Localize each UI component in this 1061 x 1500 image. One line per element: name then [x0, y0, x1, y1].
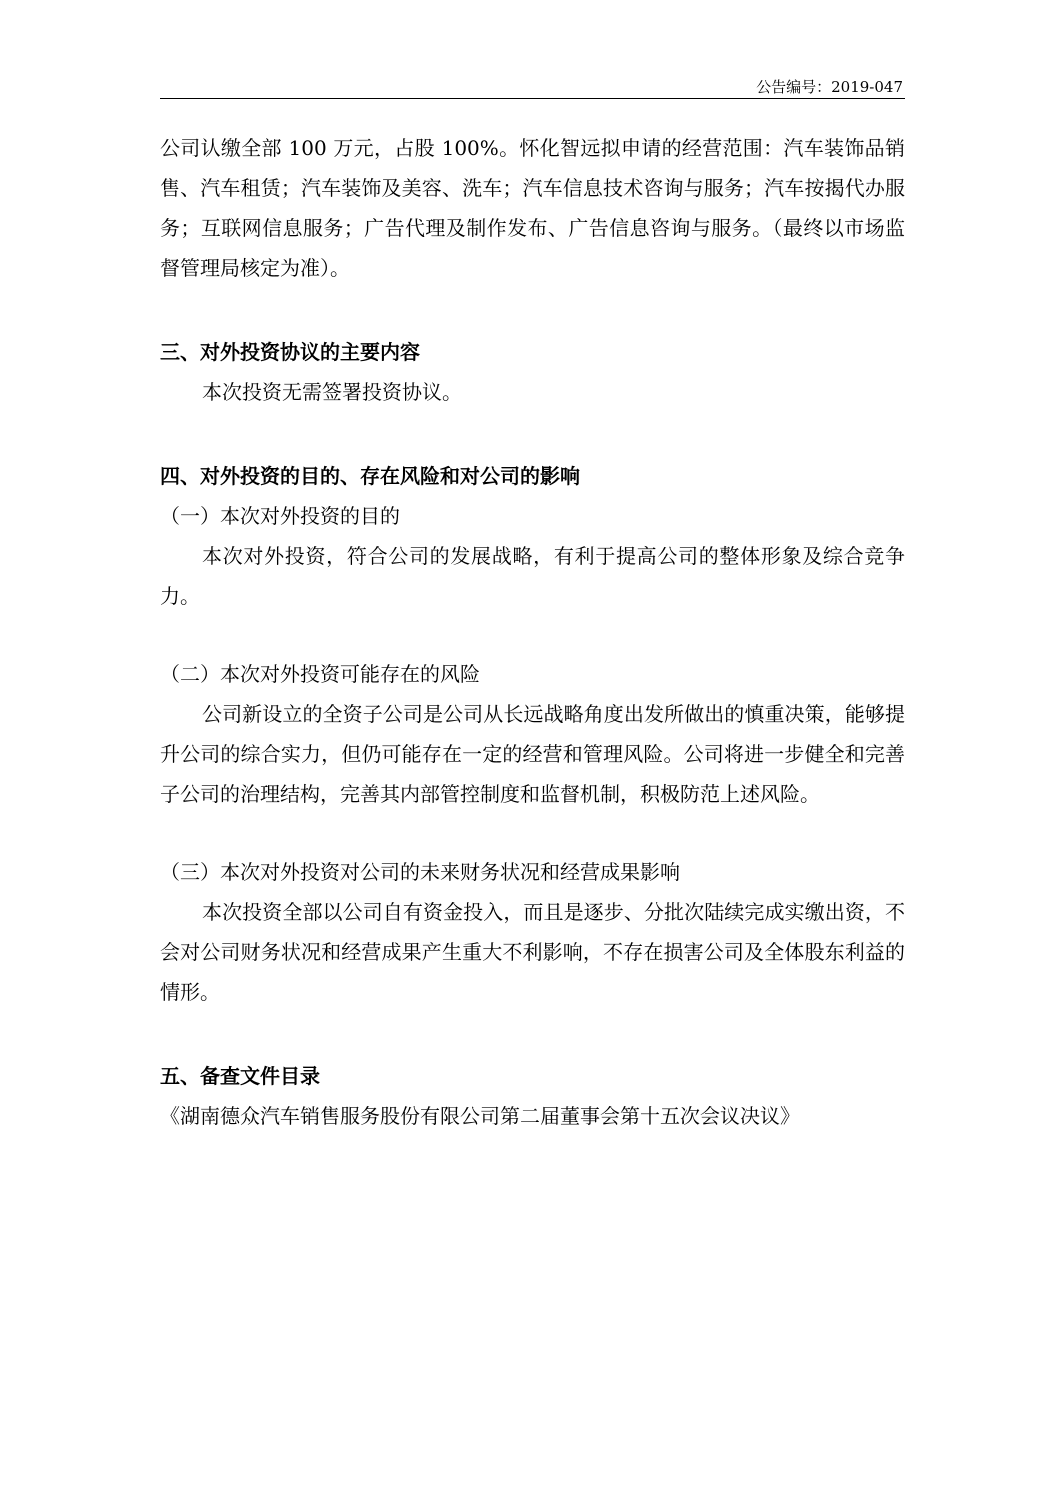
- section-4-sub1-title: （一）本次对外投资的目的: [160, 504, 400, 528]
- section-4-sub1-text: 本次对外投资，符合公司的发展战略，有利于提高公司的整体形象及综合竞争力。: [160, 544, 905, 608]
- section-4-sub2-text: 公司新设立的全资子公司是公司从长远战略角度出发所做出的慎重决策，能够提升公司的综合实力，但仍可能存在一定的经营和管理风险。公司将进一步健全和完善子公司的治理结构，完善其内部管控制度和监督机制，积极防范上述风险。: [160, 702, 905, 806]
- section-5-heading: 五、备查文件目录: [160, 1064, 320, 1088]
- document-body: [160, 128, 905, 1136]
- intro-paragraph: 公司认缴全部 100 万元，占股 100%。怀化智远拟申请的经营范围：汽车装饰品销售、汽车租赁；汽车装饰及美容、洗车；汽车信息技术咨询与服务；汽车按揭代办服务；互联网信息服务；广告代理及制作发布、广告信息咨询与服务。（最终以市场监督管理局核定为准）。: [160, 136, 905, 280]
- document-number: 公告编号：2019-047: [756, 78, 903, 96]
- section-3-heading: 三、对外投资协议的主要内容: [160, 340, 420, 364]
- section-4-heading: 四、对外投资的目的、存在风险和对公司的影响: [160, 464, 580, 488]
- section-5-text: 《湖南德众汽车销售服务股份有限公司第二届董事会第十五次会议决议》: [160, 1104, 800, 1128]
- section-4-sub3-text: 本次投资全部以公司自有资金投入，而且是逐步、分批次陆续完成实缴出资，不会对公司财务状况和经营成果产生重大不利影响，不存在损害公司及全体股东利益的情形。: [160, 900, 905, 1004]
- section-3-text: 本次投资无需签署投资协议。: [202, 380, 462, 404]
- section-4-sub2-title: （二）本次对外投资可能存在的风险: [160, 662, 480, 686]
- section-4-sub3-title: （三）本次对外投资对公司的未来财务状况和经营成果影响: [160, 860, 680, 884]
- header-divider: [160, 98, 905, 99]
